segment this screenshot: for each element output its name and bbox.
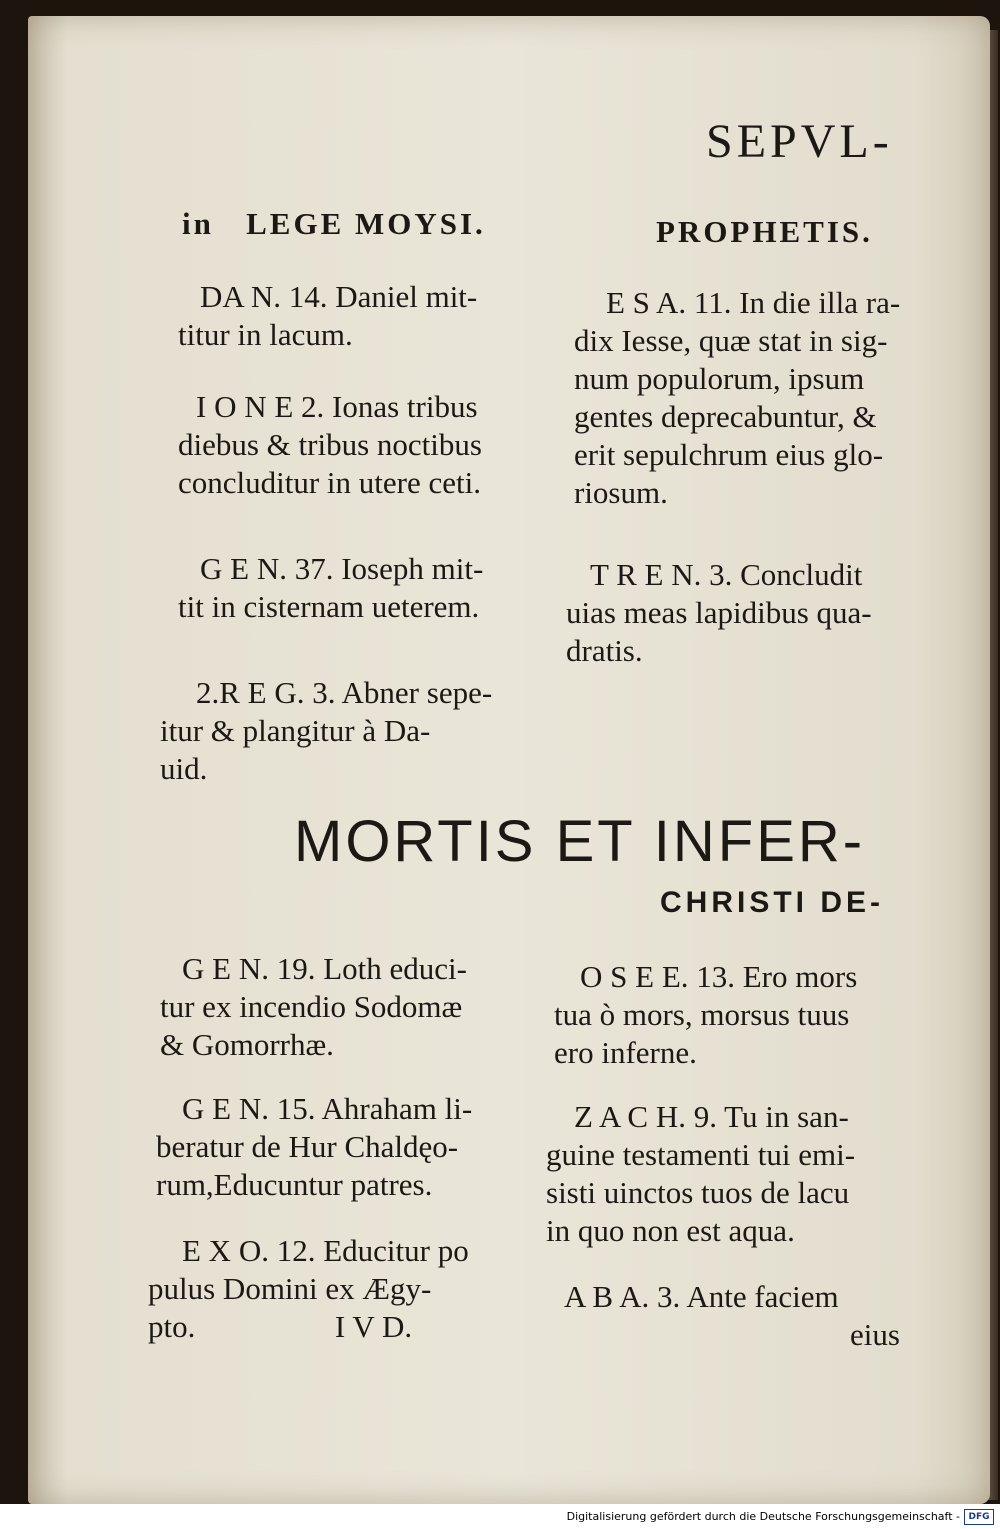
- book-page: [28, 16, 990, 1504]
- left-column-heading: in LEGE MOYSI.: [182, 206, 486, 241]
- entry-esa-11: E S A. 11. In die illa ra- dix Iesse, quæ stat in sig- num populorum, ipsum gentes deprecabuntur, & erit sepulchrum eius glo- riosum.: [574, 285, 901, 510]
- entry-tren-3: T R E N. 3. Concludit uias meas lapidibus qua- dratis.: [566, 557, 872, 668]
- running-header: SEPVL-: [706, 115, 893, 168]
- section-title: MORTIS ET INFER-: [294, 809, 866, 874]
- entry-2-reg-3: 2.R E G. 3. Abner sepe- itur & plangitur à Da- uid.: [160, 675, 493, 786]
- entry-dan-14: DA N. 14. Daniel mit- titur in lacum.: [178, 279, 478, 352]
- digitization-footer: [0, 1504, 1000, 1529]
- dfg-logo: DFG: [964, 1509, 994, 1525]
- entry-aba-3: A B A. 3. Ante faciem eius: [564, 1279, 900, 1352]
- entry-gen-19: G E N. 19. Loth educi- tur ex incendio Sodomæ & Gomorrhæ.: [160, 951, 467, 1062]
- right-column-heading: PROPHETIS.: [656, 214, 873, 249]
- entry-ione-2: I O N E 2. Ionas tribus diebus & tribus noctibus concluditur in utere ceti.: [178, 389, 482, 500]
- entry-exo-12: E X O. 12. Educitur po pulus Domini ex Ægy- pto. I V D.: [148, 1233, 469, 1344]
- entry-gen-37: G E N. 37. Ioseph mit- tit in cisternam ueterem.: [178, 551, 484, 624]
- entry-zach-9: Z A C H. 9. Tu in san- guine testamenti tui emi- sisti uinctos tuos de lacu in quo non est aqua.: [546, 1099, 856, 1248]
- entry-gen-15: G E N. 15. Ahraham li- beratur de Hur Chaldęo- rum,Educuntur patres.: [156, 1091, 473, 1202]
- entry-osee-13: O S E E. 13. Ero mors tua ò mors, morsus tuus ero inferne.: [554, 959, 858, 1070]
- section-subtitle: CHRISTI DE-: [660, 886, 884, 919]
- footer-credit-text: Digitalisierung gefördert durch die Deutsche Forschungsgemeinschaft -: [566, 1510, 960, 1523]
